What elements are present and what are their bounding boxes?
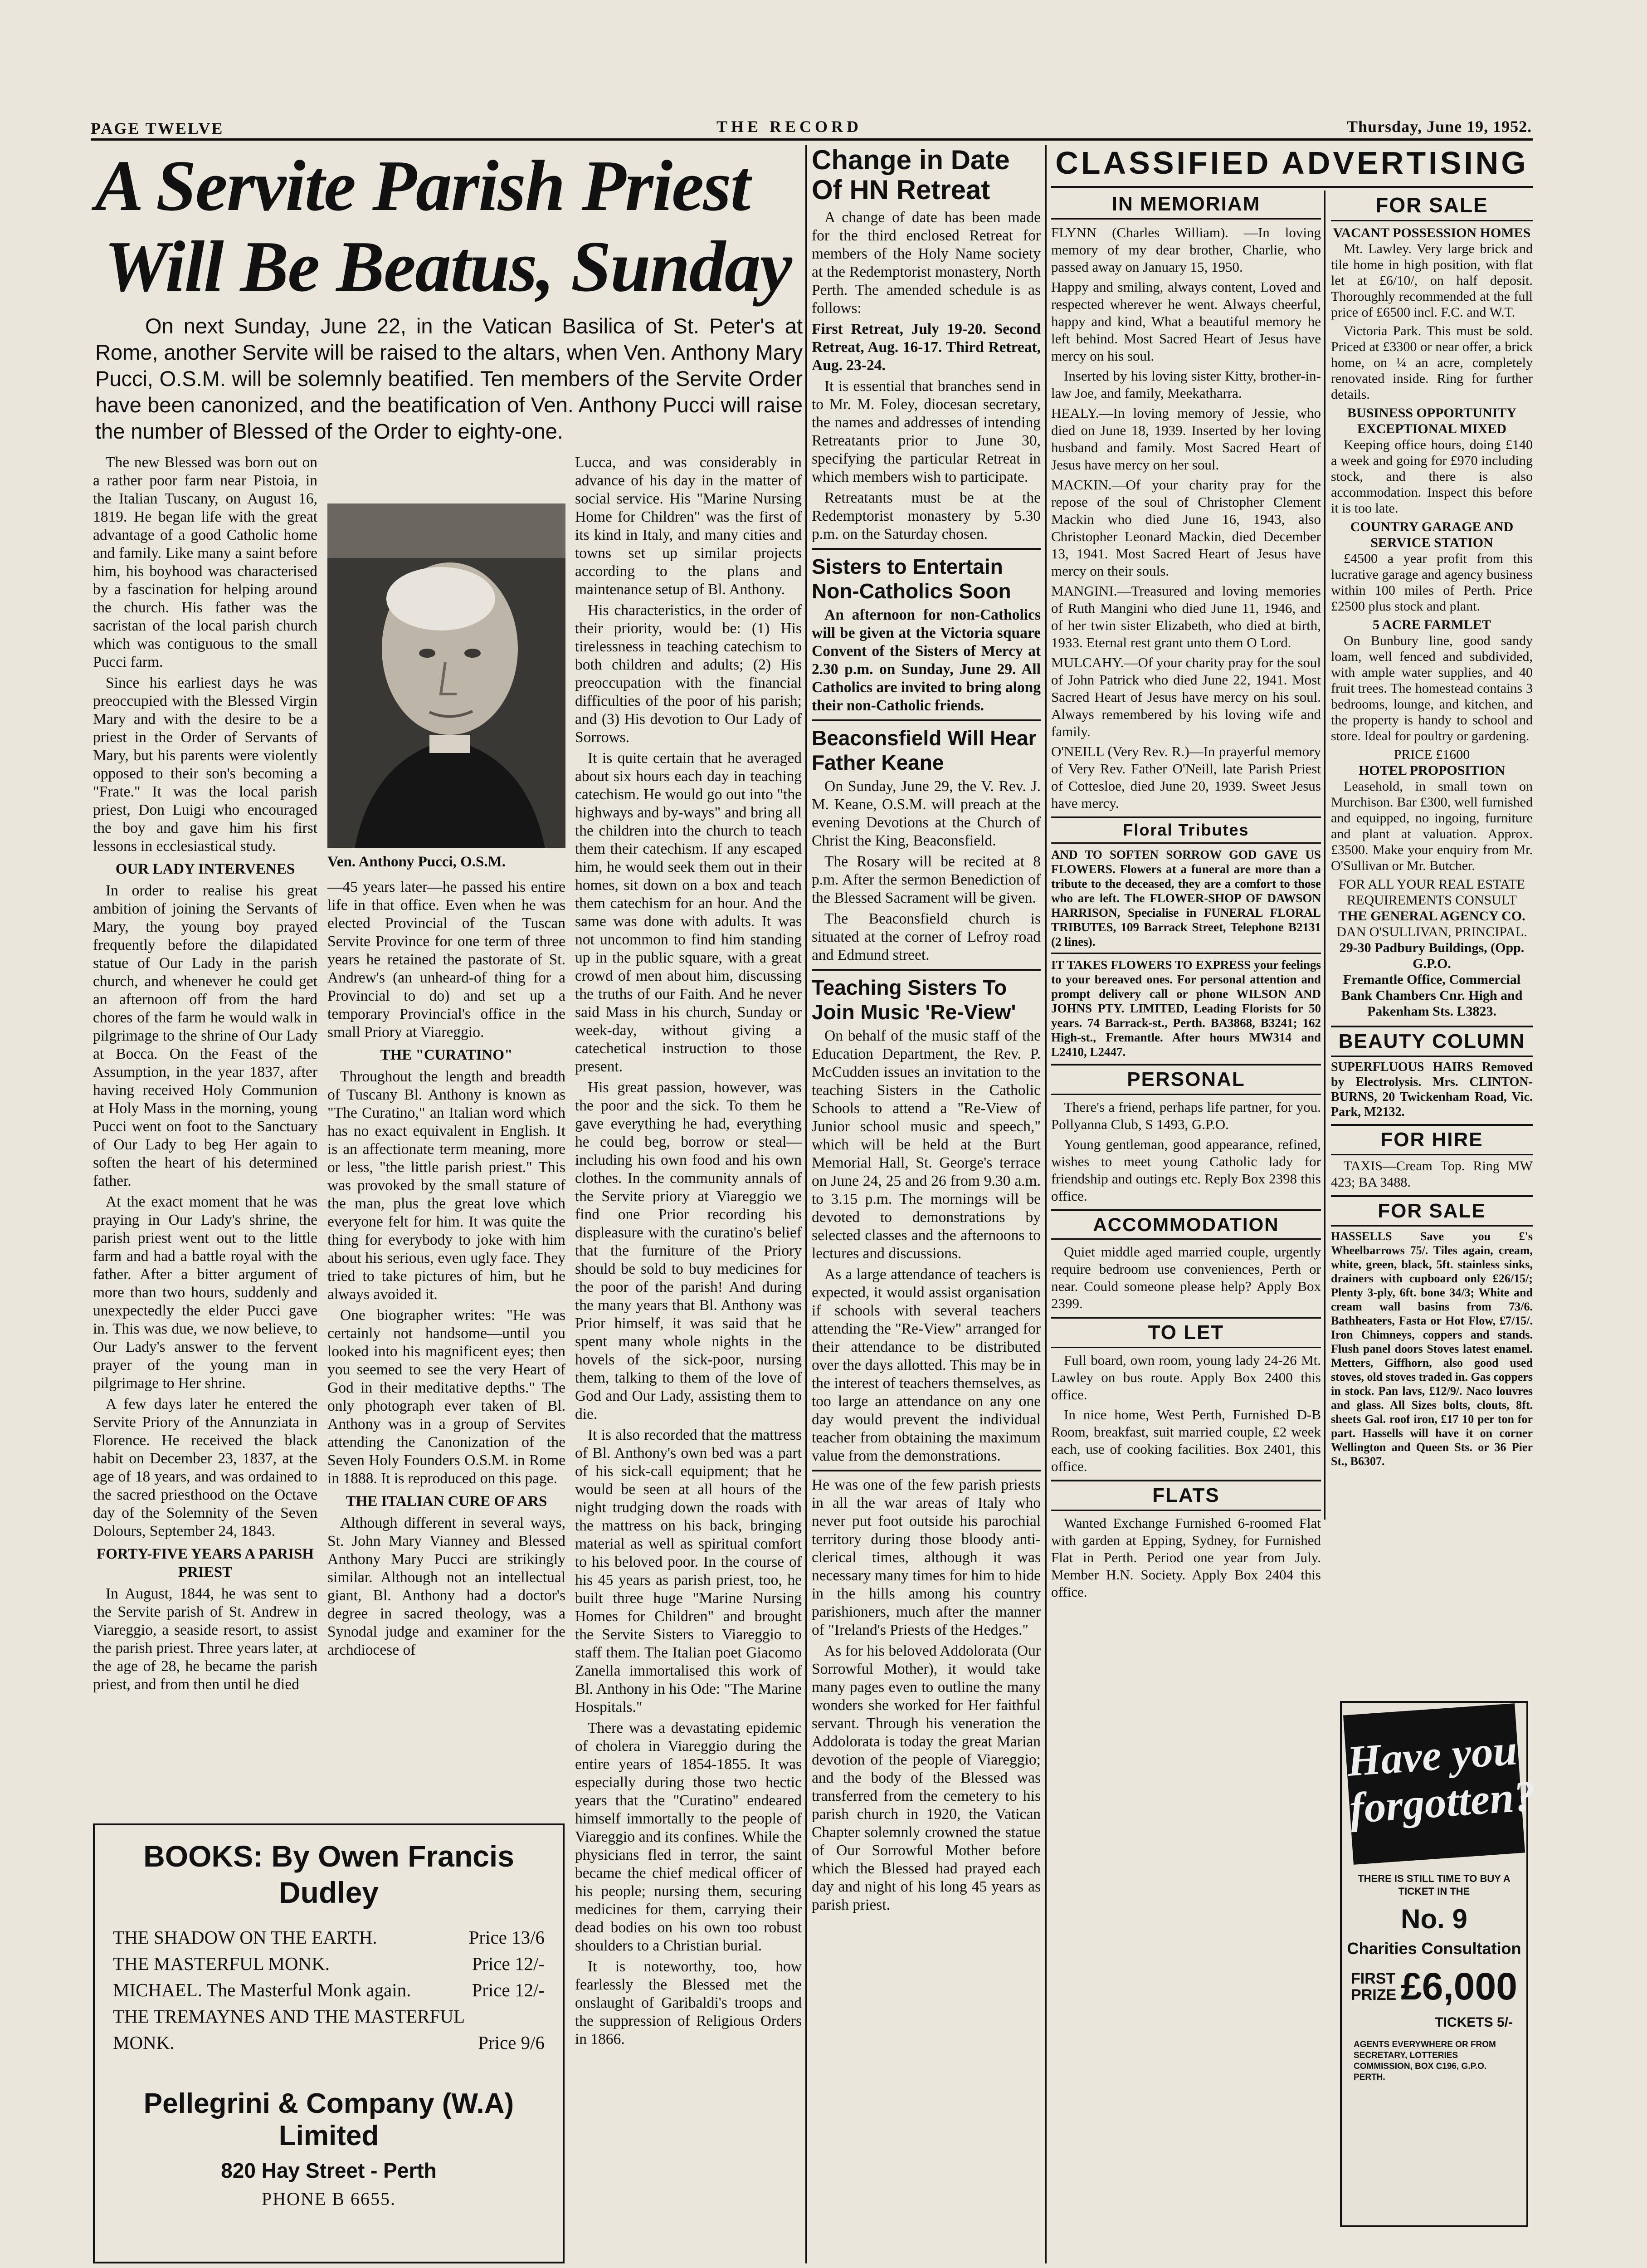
book-price: Price 13/6	[468, 1927, 545, 1948]
lead-subhead: THE "CURATINO"	[380, 1047, 513, 1063]
lead-paragraph: In August, 1844, he was sent to the Servite parish of St. Andrew in Viareggio, a seaside resort, to assist the parish priest. Three years later, at the age of 28, he became the parish priest, and from then until he died	[93, 1585, 317, 1693]
flats-ad: Wanted Exchange Furnished 6-roomed Flat with garden at Epping, Sydney, for Furnished Flat in Perth. Period one year from July. Member H.N. Society. Apply Box 2404 this office.	[1051, 1515, 1321, 1600]
article-paragraph: Retreatants must be at the Redemptorist monastery by 5.30 p.m. on the Saturday chosen.	[812, 489, 1041, 543]
issue-date: Thursday, June 19, 1952.	[1347, 117, 1532, 136]
portrait-illustration	[327, 503, 565, 848]
books-phone: PHONE B 6655.	[261, 2189, 396, 2209]
masthead-rule	[91, 138, 1533, 141]
retreat-article	[812, 209, 1041, 543]
lottery-number: No. 9	[1401, 1904, 1467, 1934]
article-rule	[812, 969, 1041, 971]
lottery-first: FIRST PRIZE	[1351, 1970, 1397, 2004]
memoriam-notice: FLYNN (Charles William). —In loving memory of my dear brother, Charlie, who passed away on January 15, 1950.	[1051, 225, 1321, 275]
memoriam-list	[1051, 224, 1321, 812]
article-paragraph: He was one of the few parish priests in all the war areas of Italy who never put foot outside his parochial territory during those bloody anti-clerical times, although it was necessary many times for him to hide in the hills among his country parishioners, much after the manner of "Ireland's Priests of the Hedges."	[812, 1476, 1041, 1638]
lead-paragraph: There was a devastating epidemic of cholera in Viareggio during the entire years of 1854-1855. It was especially during those two hectic years that the "Curatino" endeared himself immortally to the people of Viareggio and its confines. While the physicians fled in terror, the saint became the chief medical officer of his people; nursing them, securing medicines for them, carrying their dead bodies on his own too robust shoulders to a Christian burial.	[575, 1720, 802, 1954]
retreat-dates: First Retreat, July 19-20. Second Retreat, Aug. 16-17. Third Retreat, Aug. 23-24.	[812, 321, 1041, 374]
memoriam-notice: MULCAHY.—Of your charity pray for the soul of John Patrick who died June 22, 1941. Most Sacred Heart of Jesus have mercy on his soul. Always remembered by his loving wife and family.	[1051, 655, 1321, 739]
lead-paragraph: Although different in several ways, St. John Mary Vianney and Blessed Anthony Mary Pucci are strikingly similar. Although not an intellectual giant, Bl. Anthony had a doctor's degree in sacred theology, was a Synodal judge and examiner for the archdiocese of	[327, 1515, 565, 1658]
lead-paragraph: In order to realise his great ambition of joining the Servants of Mary, the young boy prayed frequently before the dilapidated statue of Our Lady in the parish church, and whenever he could get an afternoon off from the hard chores of the farm he would walk in pilgrimage to the shrine of Our Lady at Bocca. On the Feast of the Assumption, in the year 1837, after having received Holy Communion at Holy Mass in the morning, young Pucci went on foot to the Sanctuary of Our Lady to beg Her again to soften the heart of his determined father.	[93, 882, 317, 1189]
floral-ads	[1051, 847, 1321, 1059]
sisters-headline: Sisters to Entertain Non-Catholics Soon	[812, 555, 1011, 603]
for-sale-ad: £4500 a year profit from this lucrative garage and agency business within 100 miles of Perth. Price £2500 plus stock and plant.	[1331, 551, 1533, 614]
book-title: MICHAEL. The Masterful Monk again.	[113, 1980, 411, 2000]
lead-column-2	[327, 878, 565, 1835]
article-rule	[812, 1470, 1041, 1471]
lead-paragraph: It is noteworthy, too, how fearlessly the Blessed met the onslaught of Garibaldi's troops and the suppression of Religious Orders in 1866.	[575, 1958, 802, 2048]
lead-paragraph: Throughout the length and breadth of Tuscany Bl. Anthony is known as "The Curatino," an Italian word which has no exact equivalent in English. It is an affectionate term meaning, more or less, "the little parish priest." This was provoked by the small stature of the man, plus the great love which everyone felt for him. It was quite the thing for everybody to joke with him about his serious, even ugly face. They tried to take pictures of him, but he always avoided it.	[327, 1068, 565, 1303]
beauty-ads	[1331, 1060, 1533, 1119]
book-price: Price 12/-	[472, 1980, 545, 2000]
banner-rule	[1051, 186, 1533, 188]
book-title: THE SHADOW ON THE EARTH.	[113, 1927, 377, 1948]
column-rule	[805, 145, 807, 2263]
lottery-agents: AGENTS EVERYWHERE OR FROM SECRETARY, LOTTERIES COMMISSION, BOX C196, G.P.O. PERTH.	[1354, 2040, 1496, 2082]
lead-intro: On next Sunday, June 22, in the Vatican Basilica of St. Peter's at Rome, another Servite will be raised to the altars, when Ven. Anthony Mary Pucci, O.S.M. will be solemnly beatified. Ten members of the Servite Order have been canonized, and the beatification of Ven. Anthony Pucci will raise the number of Blessed of the Order to eighty-one.	[95, 314, 803, 443]
page-number: PAGE TWELVE	[91, 119, 224, 137]
for-sale-ads	[1331, 225, 1533, 1019]
personal-ad: There's a friend, perhaps life partner, for you. Pollyanna Club, S 1493, G.P.O.	[1051, 1099, 1321, 1132]
portrait-caption: Ven. Anthony Pucci, O.S.M.	[327, 854, 506, 870]
to-let-ad: In nice home, West Perth, Furnished D-B Room, breakfast, suit married couple, £2 week each, use of cooking facilities. Box 2401, this office.	[1051, 1407, 1321, 1474]
books-seller: Pellegrini & Company (W.A) Limited	[143, 2088, 514, 2151]
for-sale-ad: Keeping office hours, doing £140 a week and going for £970 including stock, and there is also accommodation. Inspect this before it is too late.	[1331, 437, 1533, 516]
book-item	[113, 1924, 545, 1950]
memoriam-notice: Inserted by his loving sister Kitty, brother-in-law Joe, and family, Meekatharra.	[1051, 368, 1321, 401]
ad-subhead: BUSINESS OPPORTUNITY EXCEPTIONAL MIXED	[1347, 406, 1517, 436]
retreat-headline: Change in Date Of HN Retreat	[812, 145, 1010, 205]
paper-name: THE RECORD	[716, 117, 862, 136]
article-paragraph: As for his beloved Addolorata (Our Sorrowful Mother), it would take many pages even to outline the many wonders she worked for Her faithful servant. Through his veneration the Addolorata is today the great Marian devotion of the people of Viareggio; and the body of the Blessed was transferred from the cemetery to his parish church in 1920, the Vatican Chapter solemnly crowned the statue of Our Sorrowful Mother before which the Blessed had prayed each day and night of his long 45 years as parish priest.	[812, 1642, 1041, 1913]
books-list	[113, 1924, 545, 2056]
lead-paragraph: The new Blessed was born out on a rather poor farm near Pistoia, in the Italian Tuscany, on August 16, 1819. He began life with the great advantage of a good Catholic home and family. Like many a saint before him, his boyhood was characterised by a fascination for helping around the church. His father was the sacristan of the local parish church which was contiguous to the small Pucci farm.	[93, 454, 317, 670]
beauty-ad: SUPERFLUOUS HAIRS Removed by Electrolysis. Mrs. CLINTON-BURNS, 20 Twickenham Road, Vic. Park, M2132.	[1331, 1060, 1533, 1119]
lead-paragraph: At the exact moment that he was praying in Our Lady's shrine, the parish priest went out to the little farm and had a battle royal with the father. After a bitter argument of more than two hours, suddenly and unexpectedly the elder Pucci gave in. This was due, we now believe, to Our Lady's answer to the fervent prayer of the young man in pilgrimage to Her shrine.	[93, 1193, 317, 1392]
personal-ads	[1051, 1099, 1321, 1205]
lottery-script: Have you forgotten?	[1343, 1703, 1525, 1865]
for-sale-ad: Mt. Lawley. Very large brick and tile home in high position, with flat let at £6/10/, on half deposit. Thoroughly recommended at the full price of £6500 incl. F.C. and W.T.	[1331, 241, 1533, 320]
for-hire-heading: FOR HIRE	[1331, 1124, 1533, 1155]
accommodation-ad: Quiet middle aged married couple, urgently require bedroom use conveniences, Perth or near. Could someone please help? Apply Box 2399.	[1051, 1244, 1321, 1311]
book-price: Price 9/6	[478, 2032, 545, 2053]
for-sale-2-heading: FOR SALE	[1331, 1195, 1533, 1227]
lottery-prize-row	[1342, 1965, 1526, 2009]
agency-address: 29-30 Padbury Buildings, (Opp. G.P.O.	[1339, 940, 1525, 971]
ad-subhead: COUNTRY GARAGE AND SERVICE STATION	[1350, 519, 1514, 550]
book-item	[113, 1977, 545, 2003]
lead-paragraph: His characteristics, in the order of their priority, would be: (1) His tirelessness in teaching catechism to both children and adults; (2) His preoccupation with the financial difficulties of the poor of his parish; and (3) His devotion to Our Lady of Sorrows.	[575, 602, 802, 746]
article-paragraph: The Beaconsfield church is situated at the corner of Lefroy road and Edmund street.	[812, 910, 1041, 963]
lead-paragraph: His great passion, however, was the poor and the sick. To them he gave everything he had, everything he could beg, borrow or steal—including his own food and his own clothes. In the community annals of the Servite priory at Viareggio we find one Prior recording his displeasure with the curatino's belief that the furniture of the Priory should be sold to buy medicines for the poor of the parish! And during the many years that Bl. Anthony was Prior himself, it was said that he spent many whole nights in the hovels of the sick-poor, nursing them, talking to them of the love of God and Our Lady, assisting them to die.	[575, 1079, 802, 1422]
personal-heading: PERSONAL	[1051, 1064, 1321, 1095]
for-hire-ads	[1331, 1158, 1533, 1191]
for-hire-ad: TAXIS—Cream Top. Ring MW 423; BA 3488.	[1331, 1158, 1533, 1190]
memoriam-notice: MACKIN.—Of your charity pray for the repose of the soul of Christopher Clement Mackin who died June 16, 1943, also Christopher Leonard Mackin, died December 13, 1941. Most Sacred Heart of Jesus have mercy on their souls.	[1051, 477, 1321, 579]
music-headline: Teaching Sisters To Join Music 'Re-View'	[812, 976, 1016, 1024]
book-title: THE TREMAYNES AND THE MASTERFUL MONK.	[113, 2006, 464, 2053]
memoriam-notice: MANGINI.—Treasured and loving memories of Ruth Mangini who died June 11, 1946, and of her twin sister Elizabeth, who died at birth, 1933. Eternal rest grant unto them O Lord.	[1051, 583, 1321, 650]
for-sale-ad: Victoria Park. This must be sold. Priced at £3300 or near offer, a brick home, on ¼ an acre, completely renovated inside. Ring for further details.	[1331, 323, 1533, 402]
column-rule	[1045, 145, 1047, 2263]
agency-name: THE GENERAL AGENCY CO.	[1338, 909, 1525, 924]
pucci-continuation	[812, 1476, 1041, 1914]
keane-headline: Beaconsfield Will Hear Father Keane	[812, 726, 1037, 774]
lottery-prize: £6,000	[1401, 1965, 1517, 2008]
for-sale-heading: FOR SALE	[1331, 193, 1533, 221]
lead-paragraph: It is also recorded that the mattress of Bl. Anthony's own bed was a part of his sick-call equipment; that he would be seen at all hours of the night trudging down the roads with the mattress on his back, bringing material as well as spiritual comfort to his beloved poor. In the course of his 45 years as parish priest, too, he built three huge "Marine Nursing Homes for Children" and brought the Servite Sisters to Viareggio to staff them. The Italian poet Giacomo Zanella immortalised this work of Bl. Anthony in his Ode: "The Marine Hospitals."	[575, 1427, 802, 1716]
article-rule	[812, 548, 1041, 550]
classified-banner: CLASSIFIED ADVERTISING	[1055, 145, 1529, 181]
article-paragraph: As a large attendance of teachers is expected, it would assist organisation if schools with several teachers attending the "Re-View" arranged for their attendance to be distributed over the days allotted. This may be in the interest of teachers themselves, as too large an attendance on any one day would prevent the individual teacher from obtaining the maximum value from the demonstrations.	[812, 1266, 1041, 1464]
agency-principal: DAN O'SULLIVAN, PRINCIPAL.	[1336, 924, 1527, 939]
to-let-heading: TO LET	[1051, 1317, 1321, 1348]
lead-headline-line2: Will Be Beatus, Sunday	[104, 226, 791, 307]
article-paragraph: On behalf of the music staff of the Education Department, the Rev. P. McCudden issues an invitation to the teaching Sisters in the Catholic Schools to attend a "Re-View of Junior school music and speech," which will be held at the Burt Memorial Hall, St. George's terrace on June 24, 25 and 26 from 9.30 a.m. to 3.15 p.m. The mornings will be devoted to demonstrations by selected classes and the afternoons to lectures and discussions.	[812, 1027, 1041, 1262]
hassells-ad-text: HASSELLS Save you £'s Wheelbarrows 75/. Tiles again, cream, white, green, black, 5ft. stainless sinks, drainers with cupboard only £26/15/; Plenty 3-ply, 6ft. bone 34/3; White and cream wall basins from 73/6. Bathheaters, Fasta or Hot Flow, £7/15/. Iron Chimneys, coppers and stands. Flush panel doors Stoves latest enamel. Metters, Giffhorn, also good used stoves, old stoves traded in. Gas coppers in stock. Pan lavs, £12/9/. Naco louvres and glass. All Sizes bolts, clouts, 8ft. sheets Gal. roof iron, £17 10 per ton for part. Hassells will have it on corner Wellington and Queen Sts. or 36 Pier St., B6307.	[1331, 1230, 1533, 1468]
book-item	[113, 2003, 545, 2056]
flats-ads	[1051, 1515, 1321, 1601]
lead-subhead: FORTY-FIVE YEARS A PARISH PRIEST	[97, 1546, 314, 1580]
accommodation-ads	[1051, 1243, 1321, 1312]
lead-column-3	[575, 454, 802, 2252]
article-rule	[812, 719, 1041, 721]
to-let-ads	[1051, 1352, 1321, 1475]
article-paragraph: An afternoon for non-Catholics will be given at the Victoria square Convent of the Sisters of Mercy at 2.30 p.m. on Sunday, June 29. All Catholics are invited to bring along their non-Catholic friends.	[812, 606, 1041, 714]
lottery-line: THERE IS STILL TIME TO BUY A TICKET IN THE	[1358, 1873, 1511, 1897]
book-price: Price 12/-	[472, 1953, 545, 1974]
for-sale-ad: On Bunbury line, good sandy loam, well fenced and subdivided, with ample water supplies, and 40 fruit trees. The homestead contains 3 bedrooms, lounge, and kitchen, and the property is handy to school and store. Ideal for poultry or gardening.	[1331, 633, 1533, 743]
accommodation-heading: ACCOMMODATION	[1051, 1209, 1321, 1240]
personal-ad: Young gentleman, good appearance, refined, wishes to meet young Catholic lady for friendship and outings etc. Reply Box 2398 this office.	[1051, 1136, 1321, 1204]
article-paragraph: The Rosary will be recited at 8 p.m. After the sermon Benediction of the Blessed Sacrament will be given.	[812, 853, 1041, 906]
ad-rule	[1051, 953, 1321, 954]
book-title: THE MASTERFUL MONK.	[113, 1953, 330, 1974]
lead-paragraph: One biographer writes: "He was certainly not handsome—until you looked into his magnificent eyes; then you seemed to see the very Heart of God in their meditative depths." The only photograph ever taken of Bl. Anthony was in a group of Servites attending the Canonization of the Seven Holy Founders O.S.M. in Rome in 1888. It is reproduced on this page.	[327, 1307, 565, 1487]
ad-subhead: HOTEL PROPOSITION	[1359, 763, 1505, 778]
lead-paragraph: —45 years later—he passed his entire life in that office. Even when he was elected Provincial of the Tuscan Servite Province for one term of three years he retained the pastorate of St. Andrew's (an unheard-of thing for a Provincial to do) and set up a temporary Provincial's office in the small Priory at Viareggio.	[327, 879, 565, 1041]
lottery-tickets: TICKETS 5/-	[1435, 2015, 1513, 2030]
lead-subhead: OUR LADY INTERVENES	[115, 861, 295, 877]
article-paragraph: It is essential that branches send in to Mr. M. Foley, diocesan secretary, the names and addresses of intending Retreatants prior to June 30, specifying the particular Retreat in which members wish to participate.	[812, 378, 1041, 485]
article-paragraph: A change of date has been made for the third enclosed Retreat for members of the Holy Name society at the Redemptorist monastery, North Perth. The amended schedule is as follows:	[812, 209, 1041, 317]
hassells-ad	[1331, 1229, 1533, 1468]
lead-paragraph: Since his earliest days he was preoccupied with the Blessed Virgin Mary and with the desire to be a priest in the Order of Servants of Mary, but his parents were violently opposed to their son's becoming a "Frate." It was the local parish priest, Don Luigi who encouraged the boy and gave him his first lessons in ecclesiastical study.	[93, 675, 317, 855]
to-let-ad: Full board, own room, young lady 24-26 Mt. Lawley on bus route. Apply Box 2400 this office.	[1051, 1352, 1321, 1403]
lead-paragraph: Lucca, and was considerably in advance of his day in the matter of social service. His "Marine Nursing Home for Children" was the first of its kind in Italy, and many cities and towns set up similar projects according to the plans and maintenance setup of Bl. Anthony.	[575, 454, 802, 598]
agency-intro: FOR ALL YOUR REAL ESTATE REQUIREMENTS CONSULT	[1339, 877, 1525, 908]
portrait-photo	[327, 503, 565, 848]
music-article	[812, 1027, 1041, 1465]
ad-subhead: 5 ACRE FARMLET	[1372, 617, 1491, 632]
lottery-ad	[1340, 1701, 1537, 2227]
books-ad-title: BOOKS: By Owen Francis Dudley	[143, 1839, 514, 1909]
memoriam-notice: O'NEILL (Very Rev. R.)—In prayerful memory of Very Rev. Father O'Neill, late Parish Priest of Cottesloe, died June 20, 1939. Sweet Jesus have mercy.	[1051, 743, 1321, 811]
flats-heading: FLATS	[1051, 1480, 1321, 1511]
book-item	[113, 1950, 545, 1977]
column-rule	[1324, 191, 1325, 1520]
classified-column-right	[1331, 193, 1533, 1658]
beauty-heading: BEAUTY COLUMN	[1331, 1026, 1533, 1057]
floral-heading: Floral Tributes	[1051, 816, 1321, 844]
news-column	[812, 145, 1041, 2259]
lead-headline-line1: A Servite Parish Priest	[95, 145, 750, 226]
floral-ad: AND TO SOFTEN SORROW GOD GAVE US FLOWERS. Flowers at a funeral are more than a tribute to the deceased, they are a comfort to those who are left. The FLOWER-SHOP OF DAWSON HARRISON, Specialise in FUNERAL FLORAL TRIBUTES, 109 Barrack Street, Telephone B2131 (2 lines).	[1051, 848, 1321, 948]
article-paragraph: On Sunday, June 29, the V. Rev. J. M. Keane, O.S.M. will preach at the evening Devotions at the Church of Christ the King, Beaconsfield.	[812, 778, 1041, 849]
ad-price: PRICE £1600	[1394, 747, 1470, 762]
lead-subhead: THE ITALIAN CURE OF ARS	[346, 1493, 547, 1510]
books-ad	[93, 1823, 565, 2263]
lottery-name: Charities Consultation	[1347, 1939, 1521, 1958]
sisters-article	[812, 606, 1041, 715]
agency-branch: Fremantle Office, Commercial Bank Chambers Cnr. High and Pakenham Sts. L3823.	[1341, 972, 1523, 1019]
floral-ad: IT TAKES FLOWERS TO EXPRESS your feelings to your bereaved ones. For personal attention and prompt delivery call or phone WILSON AND JOHNS PTY. LIMITED, Leading Florists for 50 years. 74 Barrack-st., Perth. BA3868, B3241; 162 High-st., Fremantle. After hours MW314 and L2410, L2447.	[1051, 958, 1321, 1059]
memoriam-heading: IN MEMORIAM	[1051, 193, 1321, 220]
memoriam-notice: HEALY.—In loving memory of Jessie, who died on June 18, 1939. Inserted by her loving husband and family. Most Sacred Heart of Jesus have mercy on her soul.	[1051, 405, 1321, 473]
lead-paragraph: It is quite certain that he averaged about six hours each day in teaching catechism. He would go out into "the highways and by-ways" and bring all the children into the church to teach them their catechism. If any escaped him, he would seek them out in their homes, sit down on a box and teach them catechism for an hour. And the same was done with adults. It was not uncommon to find him standing up in the public square, with a great crowd of men about him, discussing the truths of our Faith. And he never said Mass in his church, Sunday or week-day, without giving a catechetical instruction to those present.	[575, 750, 802, 1075]
ad-subhead: VACANT POSSESSION HOMES	[1333, 225, 1531, 240]
keane-article	[812, 777, 1041, 964]
for-sale-ad: Leasehold, in small town on Murchison. Bar £300, well furnished and equipped, no ingoing, furniture and plant at valuation. Approx. £3500. Make your enquiry from Mr. O'Sullivan or Mr. Butcher.	[1331, 779, 1533, 873]
lead-paragraph: A few days later he entered the Servite Priory of the Annunziata in Florence. He received the black habit on December 23, 1837, at the age of 18 years, and was ordained to the sacred priesthood on the Octave day of the Solemnity of the Seven Dolours, September 24, 1843.	[93, 1396, 317, 1540]
books-address: 820 Hay Street - Perth	[221, 2159, 437, 2182]
memoriam-notice: Happy and smiling, always content, Loved and respected wherever he went. Always cheerful, happy and kind, What a beautiful memory he left behind. Most Sacred Heart of Jesus have mercy on his soul.	[1051, 279, 1321, 364]
lead-headline	[95, 145, 803, 307]
classified-column-left	[1051, 193, 1321, 1600]
